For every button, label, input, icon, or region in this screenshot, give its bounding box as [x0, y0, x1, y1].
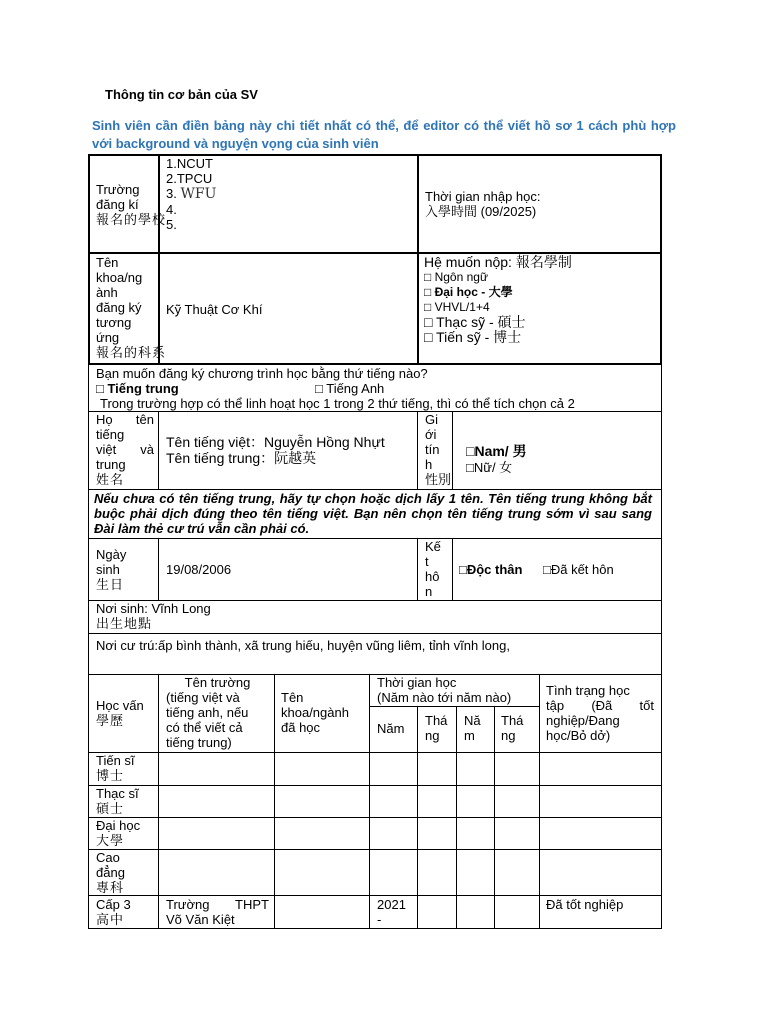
birthplace[interactable]: Nơi sinh: Vĩnh Long 出生地點: [96, 601, 211, 631]
header-study-status: Tình trạng học tập (Đã tốt nghiệp/Đang học/Bỏ dở): [546, 683, 654, 743]
degree-level-title: Hệ muốn nộp: 報名學制: [424, 254, 572, 270]
birth-value[interactable]: 19/08/2006: [166, 562, 232, 577]
header-major: Tên khoa/ngành đã học: [281, 690, 349, 735]
highschool-name[interactable]: Trường THPT Võ Văn Kiệt: [166, 897, 269, 927]
header-school-name: Tên trường (tiếng việt và tiếng anh, nếu có thể viết cả tiếng trung): [166, 675, 251, 750]
header-month-start: Thá ng: [425, 713, 448, 743]
header-month-end: Thá ng: [501, 713, 524, 743]
language-note: Trong trường hợp có thể linh hoạt học 1 trong 2 thứ tiếng, thì có thể tích chọn cả 2: [100, 396, 575, 411]
language-option-english[interactable]: □ Tiếng Anh: [315, 381, 385, 396]
marital-single[interactable]: □Độc thân: [459, 562, 523, 577]
intake-value[interactable]: 入學時間 (09/2025): [425, 204, 537, 219]
name-label: Họ tên tiếng việt và trung 姓名: [96, 412, 154, 487]
name-note: Nếu chưa có tên tiếng trung, hãy tự chọn hoặc dịch lấy 1 tên. Tên tiếng trung không bắt buộc phải dịch đúng theo tên tiếng việt. Bạn nên chọn tên tiếng trung sớm vì sau sang Đài làm thẻ cư trú vẫn cần phải có.: [94, 491, 652, 536]
name-vietnamese[interactable]: Tên tiếng việt：Nguyễn Hồng Nhựt: [166, 434, 385, 450]
level-option-master[interactable]: □ Thạc sỹ - 碩士: [424, 314, 526, 330]
language-option-chinese[interactable]: □ Tiếng trung: [96, 381, 179, 396]
gender-label: Gi ới tín h 性別: [425, 412, 452, 487]
marital-label: Kế t hô n: [425, 539, 441, 599]
level-option-doctor[interactable]: □ Tiến sỹ - 博士: [424, 329, 522, 345]
major-value[interactable]: Kỹ Thuật Cơ Khí: [166, 302, 263, 317]
header-study-time: Thời gian học (Năm nào tới năm nào): [377, 675, 512, 705]
edu-row-highschool: Cấp 3 高中: [96, 897, 131, 927]
marital-married[interactable]: □Đã kết hôn: [543, 562, 614, 577]
gender-female[interactable]: □Nữ/ 女: [466, 460, 513, 475]
language-question: Bạn muốn đăng ký chương trình học bằng thứ tiếng nào?: [96, 366, 428, 381]
level-option-language[interactable]: □ Ngôn ngữ: [424, 270, 488, 284]
level-option-vhvl[interactable]: □ VHVL/1+4: [424, 300, 490, 314]
edu-row-bachelor: Đại học 大學: [96, 818, 141, 848]
school-option-wfu: WFU: [180, 186, 217, 202]
level-option-bachelor[interactable]: □ Đại học - 大學: [424, 285, 513, 299]
edu-row-doctor: Tiến sĩ 博士: [96, 753, 135, 783]
edu-row-college: Cao đẳng 專科: [96, 850, 125, 895]
school-options[interactable]: 1.NCUT 2.TPCU 3. WFU 4. 5.: [166, 156, 217, 232]
gender-male[interactable]: □Nam/ 男: [466, 443, 527, 459]
education-label: Học vấn 學歷: [96, 698, 144, 728]
major-label: Tên khoa/ng ành đăng ký tương ứng 報名的科系: [96, 255, 167, 360]
highschool-status[interactable]: Đã tốt nghiệp: [546, 897, 624, 912]
intake-label: Thời gian nhập học:: [425, 189, 541, 204]
school-label: Trường đăng kí 報名的學校: [96, 182, 167, 227]
edu-row-master: Thạc sĩ 碩士: [96, 786, 139, 816]
header-year-end: Nă m: [464, 713, 481, 743]
highschool-year-start[interactable]: 2021 -: [377, 897, 406, 927]
degree-level-group: [424, 255, 572, 345]
birth-label: Ngày sinh 生日: [96, 547, 127, 592]
page-heading: Thông tin cơ bản của SV: [105, 87, 258, 102]
residence[interactable]: Nơi cư trú:ấp bình thành, xã trung hiếu, huyện vũng liêm, tỉnh vĩnh long,: [96, 638, 510, 653]
name-chinese[interactable]: Tên tiếng trung：阮越英: [166, 450, 317, 466]
intro-instruction: Sinh viên cần điền bảng này chi tiết nhất có thể, để editor có thể viết hồ sơ 1 cách phù hợp với background và nguyện vọng của sinh viên: [92, 118, 676, 151]
header-year-start: Năm: [377, 721, 405, 736]
